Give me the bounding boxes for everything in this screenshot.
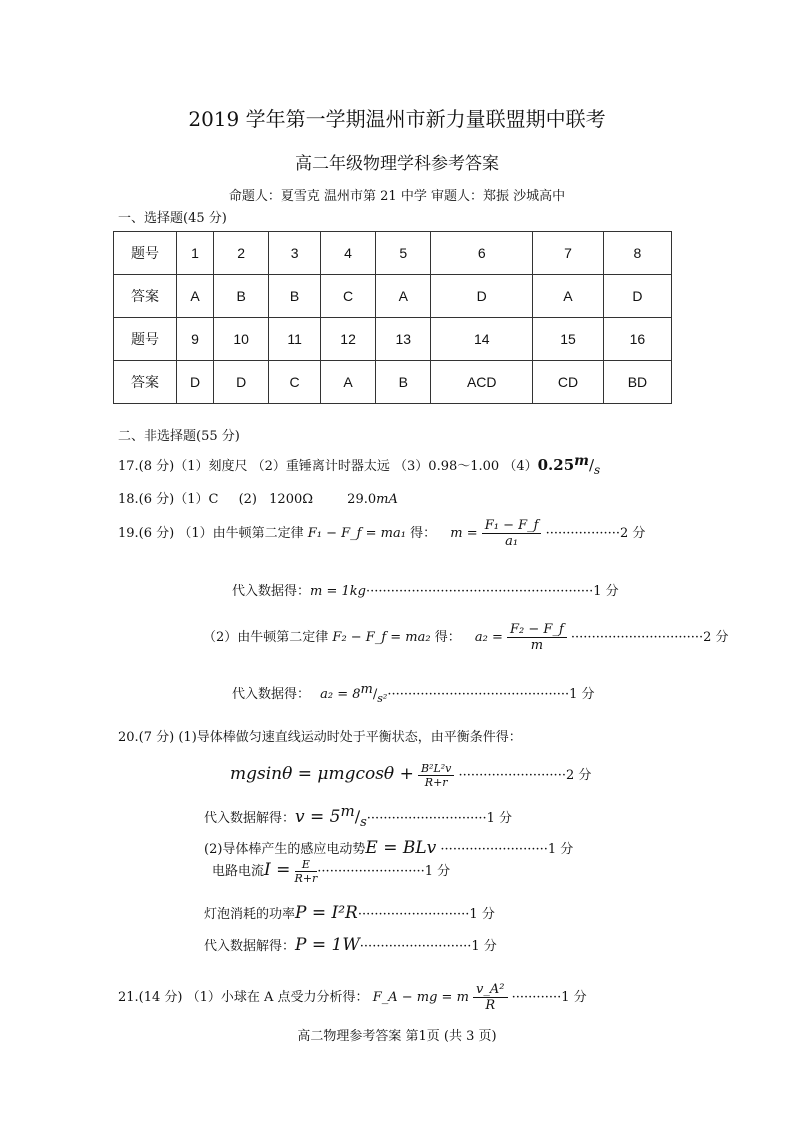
q19-l1-mid: 得： [410, 526, 437, 541]
q20-l4-score: 1 分 [424, 864, 451, 879]
q19-l4-unit-slash: ∕ [372, 687, 378, 702]
row-header: 答案 [114, 361, 177, 404]
q19-l3-dots: ································ [570, 630, 704, 645]
q20-eq1-main: mgsinθ = μmgcosθ + [230, 764, 414, 784]
table-cell: D [603, 275, 671, 318]
section-nonchoice-heading: 二、非选择题(55 分) [118, 429, 240, 444]
q19-l3-eq: F₂ − F_f = ma₂ [332, 630, 431, 645]
page-footer: 高二物理参考答案 第1页 (共 3 页) [297, 1029, 497, 1044]
row-header: 题号 [114, 232, 177, 275]
q17-line [118, 453, 601, 477]
q20-eq1-dots: ·························· [458, 768, 566, 783]
table-cell: 2 [214, 232, 269, 275]
q21-fraction [473, 982, 507, 1013]
table-cell: ACD [431, 361, 533, 404]
q20-l4-fraction [295, 858, 318, 885]
table-cell: A [320, 361, 375, 404]
q19-l3-den: m [530, 638, 544, 653]
q19-l1-lhs: m = [450, 526, 478, 541]
q19-l3-mid: 得： [434, 630, 461, 645]
table-row [114, 275, 672, 318]
table-cell: 13 [376, 318, 431, 361]
q17-unit-slash: ∕ [588, 456, 595, 474]
q20-l3-dots: ·························· [440, 842, 548, 857]
q20-line2 [204, 802, 513, 830]
q20-l2-eq: v = 5 [295, 807, 341, 827]
q20-l2-dots: ····························· [366, 811, 487, 826]
q19-l2-prefix: 代入数据得： [232, 584, 311, 599]
q18-value2: 29.0 [347, 492, 377, 507]
q20-l2-unit-slash: ∕ [354, 807, 361, 826]
table-cell: A [177, 275, 214, 318]
table-cell: B [269, 275, 321, 318]
q20-eq1-fraction [418, 762, 454, 789]
table-cell: B [214, 275, 269, 318]
q19-l4-unit-den: s² [377, 692, 388, 705]
table-cell: 5 [376, 232, 431, 275]
q20-l2-score: 1 分 [486, 811, 513, 826]
section-choice-heading: 一、选择题(45 分) [118, 211, 227, 226]
q20-l3-prefix: (2)导体棒产生的感应电动势 [204, 842, 366, 857]
table-cell: 12 [320, 318, 375, 361]
table-cell: C [269, 361, 321, 404]
q19-line4 [232, 682, 595, 705]
table-cell: 15 [533, 318, 604, 361]
table-cell: 9 [177, 318, 214, 361]
q20-l3-eq: E = BLv [365, 838, 437, 858]
table-cell: 3 [269, 232, 321, 275]
q19-l3-score: 2 分 [703, 630, 729, 645]
q19-l4-score: 1 分 [569, 687, 595, 702]
q20-eq1-num: B²L²v [418, 762, 454, 776]
q19-l3-num: F₂ − F_f [507, 622, 567, 638]
q20-l5-dots: ··························· [357, 907, 470, 922]
table-cell: 10 [214, 318, 269, 361]
q19-l4-eq: a₂ = 8 [320, 687, 361, 702]
q18-part2: (2) [238, 492, 258, 507]
row-header: 答案 [114, 275, 177, 318]
q19-l1-num: F₁ − F_f [482, 518, 542, 534]
table-cell: 1 [177, 232, 214, 275]
q17-text: 17.(8 分)（1）刻度尺 （2）重锤离计时器太远 （3）0.98～1.00 （4） [118, 459, 538, 474]
q20-line5 [204, 903, 495, 923]
q20-l2-prefix: 代入数据解得： [204, 811, 296, 826]
q20-eq1-line [230, 762, 591, 789]
q19-l1-fraction [482, 518, 542, 549]
table-cell: D [177, 361, 214, 404]
table-cell: 8 [603, 232, 671, 275]
q19-line2 [232, 580, 619, 599]
q21-den: R [485, 998, 496, 1013]
table-cell: B [376, 361, 431, 404]
table-cell: 7 [533, 232, 604, 275]
table-cell: 16 [603, 318, 671, 361]
table-cell: 6 [431, 232, 533, 275]
q20-line3 [204, 838, 573, 858]
table-cell: CD [533, 361, 604, 404]
page-title: 2019 学年第一学期温州市新力量联盟期中联考 [188, 107, 606, 131]
table-row [114, 232, 672, 275]
answer-table [113, 231, 672, 404]
q19-l3-prefix: （2）由牛顿第二定律 [203, 630, 329, 645]
q21-score: 1 分 [561, 990, 587, 1005]
q19-l1-dots: ·················· [545, 526, 620, 541]
q20-eq1-den: R+r [424, 776, 448, 789]
q18-prefix: 18.(6 分)（1）C [118, 492, 219, 507]
q19-l3-fraction [507, 622, 567, 653]
q19-l4-unit-num: m [360, 682, 373, 697]
q20-l6-eq: P = 1W [295, 935, 360, 955]
table-cell: D [431, 275, 533, 318]
q19-l1-eq: F₁ − F_f = ma₁ [307, 526, 406, 541]
table-cell: 11 [269, 318, 321, 361]
page-subtitle: 高二年级物理学科参考答案 [295, 154, 499, 174]
q17-unit-num: m [574, 453, 589, 469]
table-cell: 14 [431, 318, 533, 361]
table-cell: D [214, 361, 269, 404]
q20-l5-score: 1 分 [469, 907, 495, 922]
q20-l2-unit-num: m [340, 802, 355, 820]
q21-eq: F_A − mg = m [372, 990, 469, 1005]
q17-value: 0.25 [537, 456, 575, 474]
q21-dots: ············ [511, 990, 562, 1005]
q19-l3-lhs: a₂ = [474, 630, 503, 645]
q20-intro: 20.(7 分) (1)导体棒做匀速直线运动时处于平衡状态，由平衡条件得： [118, 730, 522, 745]
q19-l2-dots: ······················································· [365, 584, 594, 599]
q19-l1-score: 2 分 [620, 526, 646, 541]
table-cell: 4 [320, 232, 375, 275]
q17-unit-den: s [594, 463, 601, 477]
q19-l1-prefix: 19.(6 分) （1）由牛顿第二定律 [118, 526, 304, 541]
q18-value1: 1200Ω [269, 492, 314, 507]
table-cell: A [376, 275, 431, 318]
q18-value2-unit: mA [376, 492, 398, 507]
q19-l2-eq: m = 1kg [310, 584, 366, 599]
q19-l1-den: a₁ [505, 534, 519, 549]
table-cell: BD [603, 361, 671, 404]
authors-line: 命题人：夏雪克 温州市第 21 中学 审题人：郑振 沙城高中 [228, 189, 566, 204]
q19-line1 [118, 518, 645, 549]
table-row [114, 318, 672, 361]
q19-l2-score: 1 分 [593, 584, 619, 599]
table-cell: A [533, 275, 604, 318]
row-header: 题号 [114, 318, 177, 361]
q20-l2-unit-den: s [360, 815, 367, 830]
q20-l4-eq: I = [264, 860, 291, 880]
q19-l4-dots: ············································ [387, 687, 570, 702]
q20-line6 [204, 935, 497, 955]
q20-l4-den: R+r [294, 872, 318, 885]
q20-l4-num: E [295, 858, 318, 872]
q20-line4 [212, 858, 450, 885]
q20-l5-eq: P = I²R [295, 903, 358, 923]
q18-line [118, 488, 398, 507]
q20-l4-dots: ·························· [317, 864, 425, 879]
q21-line [118, 982, 587, 1013]
q20-l4-prefix: 电路电流 [212, 864, 265, 879]
q20-l3-score: 1 分 [547, 842, 574, 857]
table-row [114, 361, 672, 404]
q20-eq1-score: 2 分 [565, 768, 592, 783]
q19-l4-prefix: 代入数据得： [232, 687, 311, 702]
q20-l6-score: 1 分 [471, 939, 497, 954]
q20-l5-prefix: 灯泡消耗的功率 [204, 907, 296, 922]
q19-line3 [203, 622, 729, 653]
q20-l6-prefix: 代入数据解得： [204, 939, 296, 954]
q20-l6-dots: ··························· [359, 939, 472, 954]
q21-num: v_A² [473, 982, 507, 998]
table-cell: C [320, 275, 375, 318]
q21-prefix: 21.(14 分) （1）小球在 A 点受力分析得： [118, 990, 369, 1005]
